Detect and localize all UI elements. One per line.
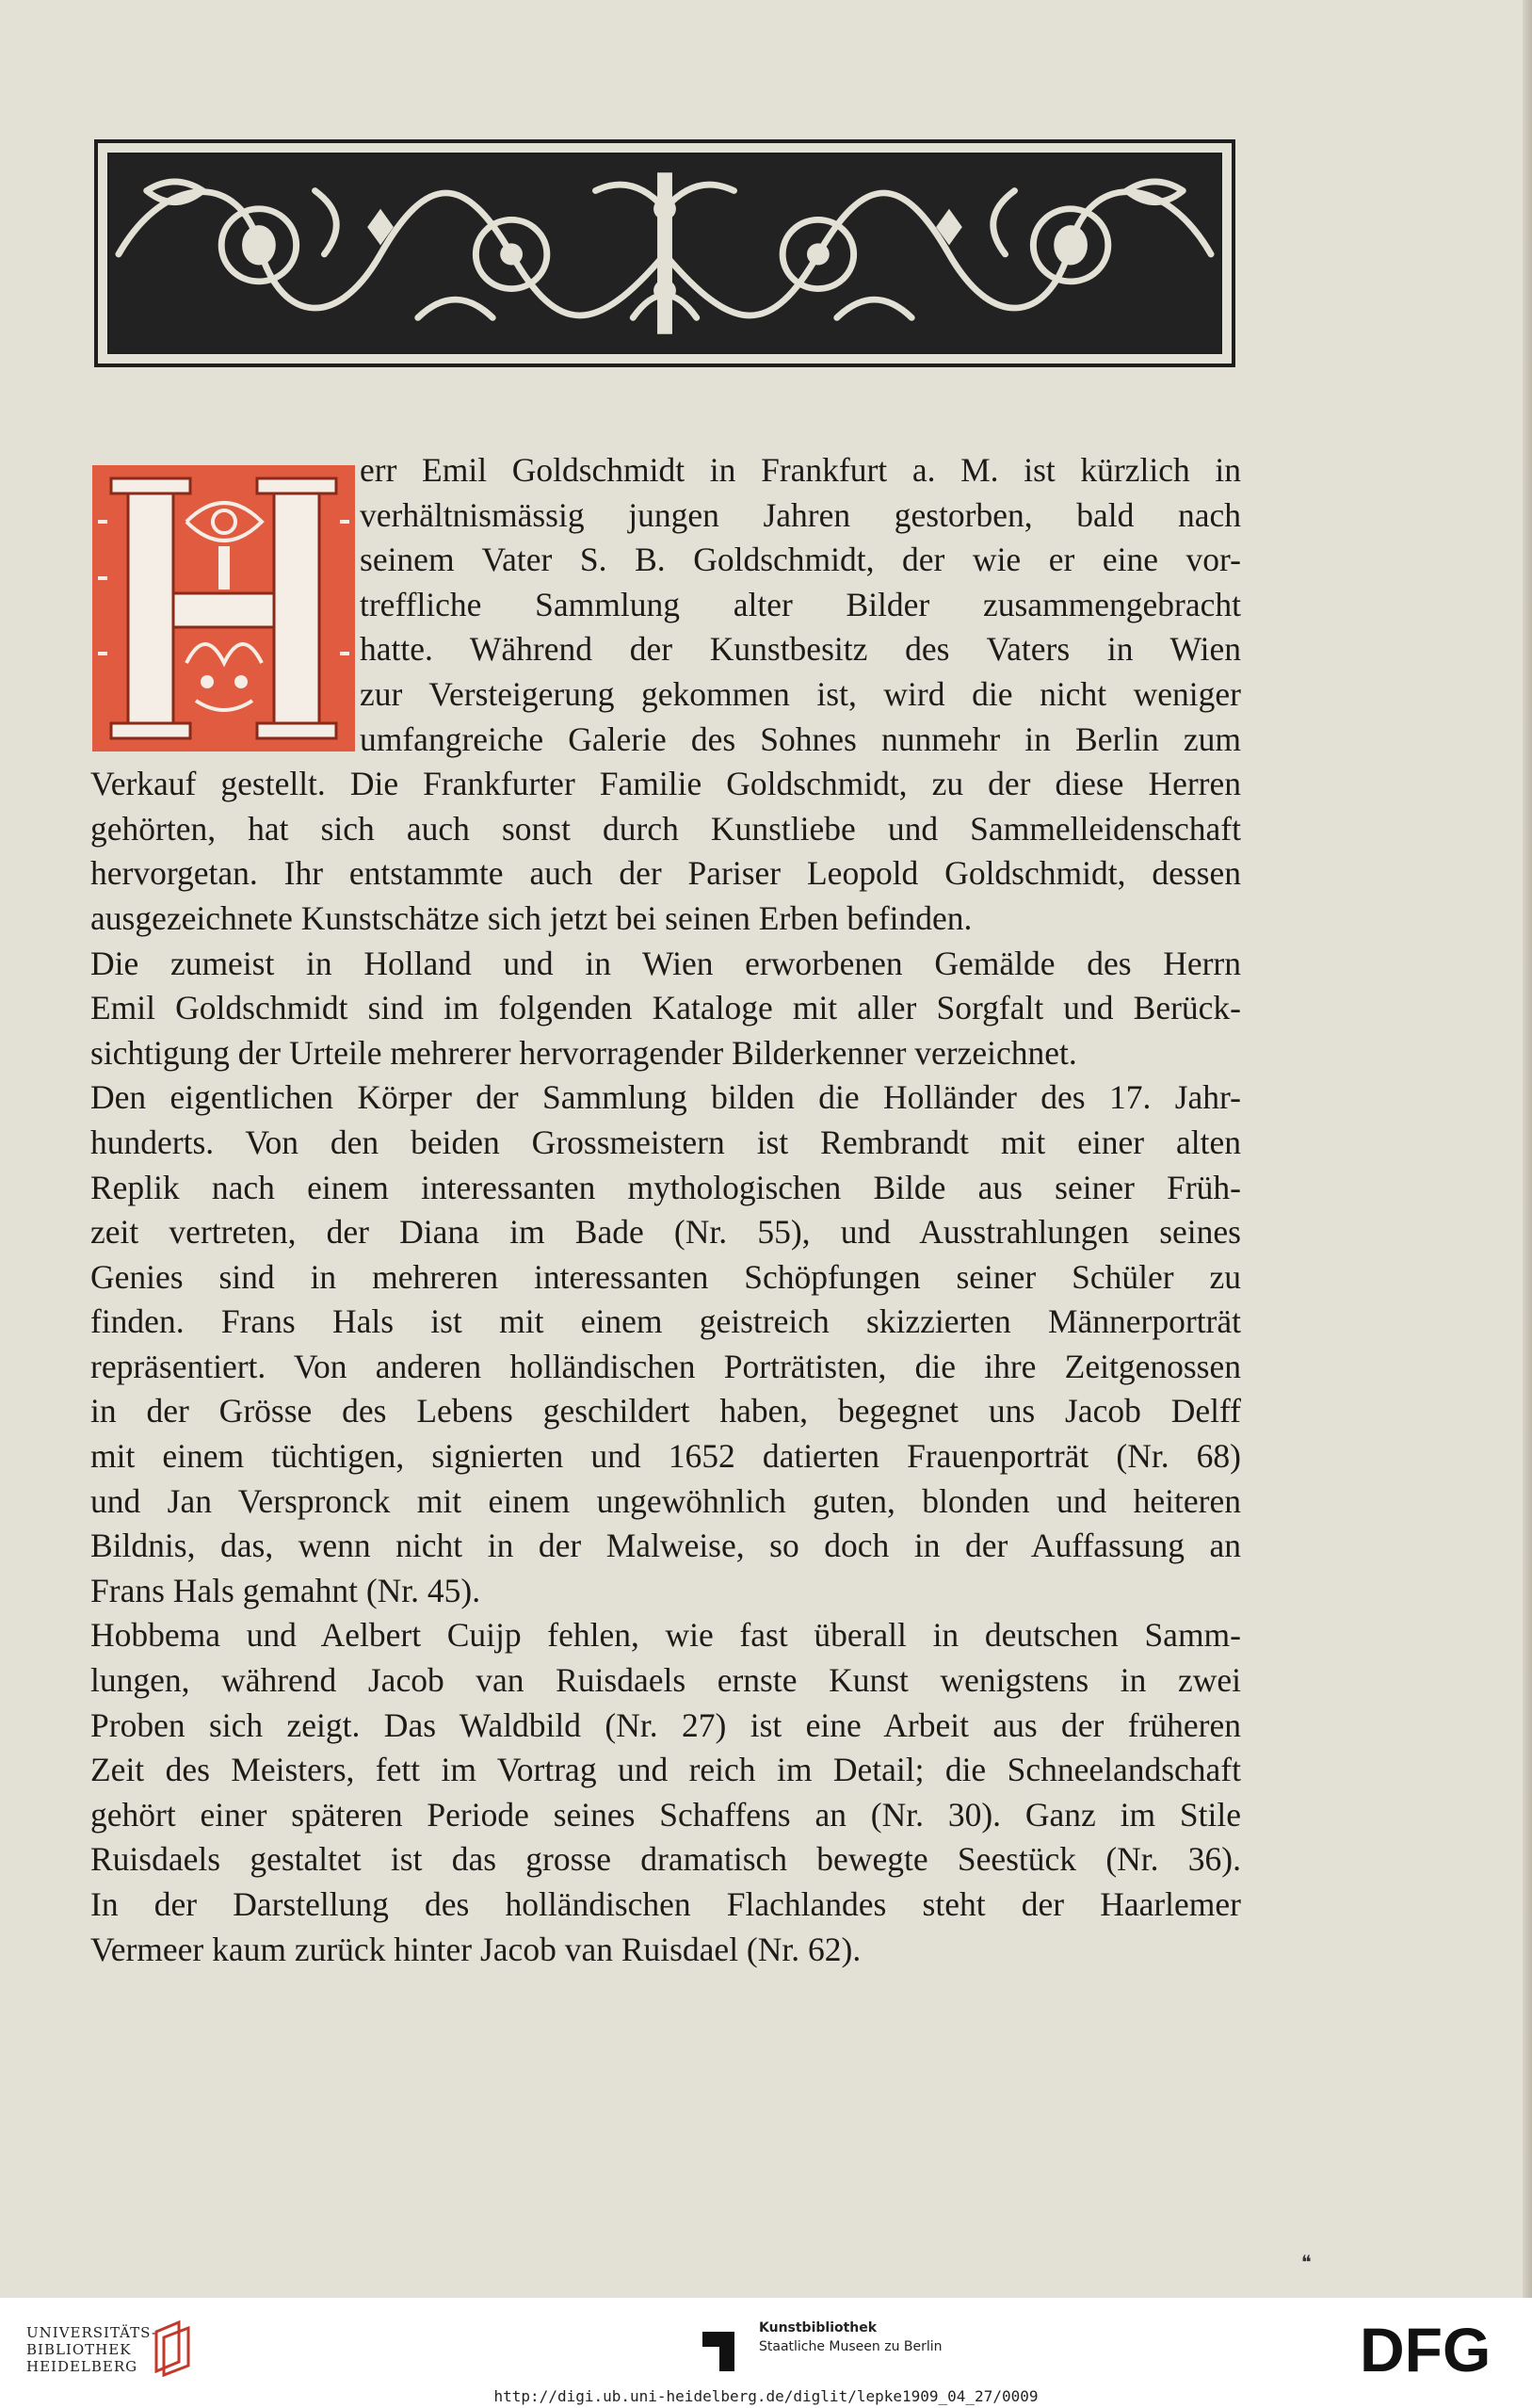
text-line: Hobbema und Aelbert Cuijp fehlen, wie fast überall in deutschen Samm- [90, 1616, 1241, 1655]
text-line: Genies sind in mehreren interessanten Schöpfungen seiner Schüler zu [90, 1257, 1241, 1296]
text-line: umfangreiche Galerie des Sohnes nunmehr in Berlin zum [360, 719, 1241, 758]
dfg-text: DFG [1360, 2315, 1492, 2383]
text-line: hunderts. Von den beiden Grossmeistern ist Rembrandt mit einer alten [90, 1123, 1241, 1161]
text-line: Emil Goldschmidt sind im folgenden Kataloge mit aller Sorgfalt und Berück- [90, 989, 1241, 1027]
text-line: repräsentiert. Von anderen holländischen Porträtisten, die ihre Zeitgenossen [90, 1347, 1241, 1385]
text-line: Frans Hals gemahnt (Nr. 45). [90, 1571, 481, 1609]
permalink-url[interactable]: http://digi.ub.uni-heidelberg.de/diglit/lepke1909_04_27/0009 [493, 2387, 1039, 2405]
page-mark: ❝ [1301, 2251, 1312, 2273]
text-line: ausgezeichnete Kunstschätze sich jetzt bei seinen Erben befinden. [90, 898, 973, 937]
text-line: In der Darstellung des holländischen Flachlandes steht der Haarlemer [90, 1885, 1241, 1923]
text-line: zur Versteigerung gekommen ist, wird die nicht weniger [360, 674, 1241, 713]
kunstbibliothek-label[interactable] [759, 2319, 943, 2356]
page-edge [1523, 0, 1532, 2298]
text-line: Proben sich zeigt. Das Waldbild (Nr. 27) ist eine Arbeit aus der früheren [90, 1705, 1241, 1744]
text-line: lungen, während Jacob van Ruisdaels ernste Kunst wenigstens in zwei [90, 1661, 1241, 1700]
text-line: hervorgetan. Ihr entstammte auch der Pariser Leopold Goldschmidt, dessen [90, 854, 1241, 893]
kb-title: Kunstbibliothek [759, 2320, 878, 2335]
text-line: err Emil Goldschmidt in Frankfurt a. M. ist kürzlich in [360, 451, 1241, 489]
text-line: gehört einer späteren Periode seines Schaffens an (Nr. 30). Ganz im Stile [90, 1795, 1241, 1834]
kunstbibliothek-logo-icon[interactable] [697, 2319, 755, 2377]
text-line: finden. Frans Hals ist mit einem geistreich skizzierten Männerporträt [90, 1302, 1241, 1341]
university-line: BIBLIOTHEK [26, 2341, 132, 2358]
text-line: Replik nach einem interessanten mythologischen Bilde aus seiner Früh- [90, 1168, 1241, 1206]
ornamental-header-band [94, 139, 1235, 367]
text-line: sichtigung der Urteile mehrerer hervorragender Bilderkenner verzeichnet. [90, 1033, 1077, 1072]
kb-subtitle: Staatliche Museen zu Berlin [759, 2339, 943, 2354]
text-line: treffliche Sammlung alter Bilder zusammengebracht [360, 585, 1241, 623]
text-line: Bildnis, das, wenn nicht in der Malweise, so doch in der Auffassung an [90, 1527, 1241, 1565]
text-line: Zeit des Meisters, fett im Vortrag und reich im Detail; die Schneelandschaft [90, 1751, 1241, 1789]
text-line: in der Grösse des Lebens geschildert haben, begegnet uns Jacob Delff [90, 1392, 1241, 1430]
text-line: mit einem tüchtigen, signierten und 1652 datierten Frauenporträt (Nr. 68) [90, 1437, 1241, 1476]
ornament-image [107, 153, 1222, 354]
digitization-footer [0, 2298, 1532, 2408]
text-line: Die zumeist in Holland und in Wien erworbenen Gemälde des Herrn [90, 944, 1241, 982]
text-line: Vermeer kaum zurück hinter Jacob van Ruisdael (Nr. 62). [90, 1930, 862, 1968]
text-line: Verkauf gestellt. Die Frankfurter Familie Goldschmidt, zu der diese Herren [90, 765, 1241, 803]
text-line: hatte. Während der Kunstbesitz des Vaters in Wien [360, 630, 1241, 669]
text-line: und Jan Verspronck mit einem ungewöhnlich guten, blonden und heiteren [90, 1481, 1241, 1520]
text-line: verhältnismässig jungen Jahren gestorben, bald nach [360, 495, 1241, 534]
university-line: HEIDELBERG [26, 2358, 138, 2375]
text-line: zeit vertreten, der Diana im Bade (Nr. 55), und Ausstrahlungen seines [90, 1213, 1241, 1252]
university-library-name [26, 2324, 157, 2375]
text-line: gehörten, hat sich auch sonst durch Kunstliebe und Sammelleidenschaft [90, 809, 1241, 848]
text-line: seinem Vater S. B. Goldschmidt, der wie er eine vor- [360, 541, 1241, 579]
text-line: Den eigentlichen Körper der Sammlung bilden die Holländer des 17. Jahr- [90, 1078, 1241, 1117]
dfg-logo-icon[interactable] [1360, 2315, 1510, 2383]
scroll-ornament-icon [109, 154, 1220, 352]
text-line: Ruisdaels gestaltet ist das grosse dramatisch bewegte Seestück (Nr. 36). [90, 1840, 1241, 1879]
university-logo-icon[interactable] [151, 2319, 194, 2377]
body-text [90, 448, 1241, 1972]
university-line: UNIVERSITÄTS- [26, 2324, 158, 2341]
